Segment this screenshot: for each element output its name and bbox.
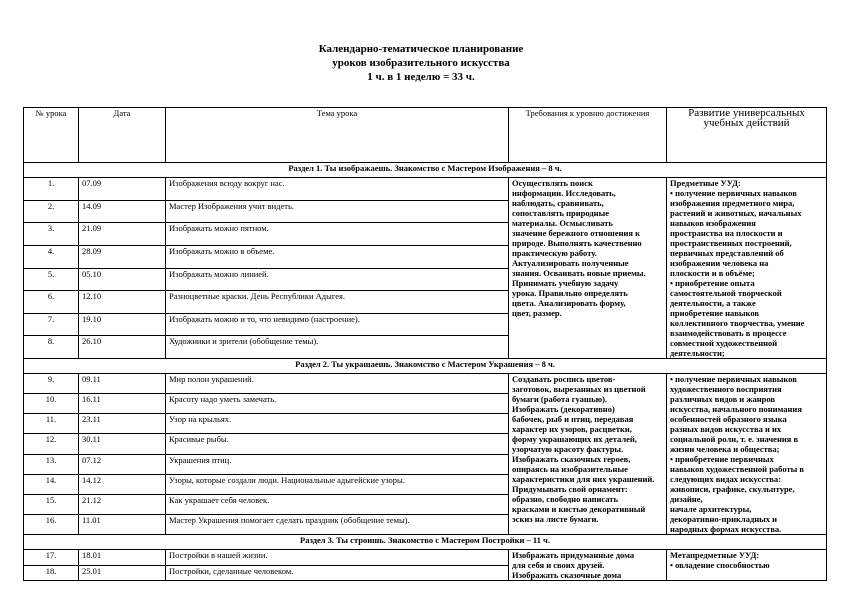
lesson-date: 19.10	[79, 313, 166, 336]
requirements-line: Создавать роспись цветов-	[512, 374, 616, 384]
requirements-line: Изображать сказочные дома	[512, 570, 622, 580]
requirements-cell	[509, 178, 667, 359]
requirements-line: цвета. Анализировать форму,	[512, 298, 626, 308]
lesson-number: 17.	[24, 550, 79, 566]
development-line: навыков художественной работы в	[670, 464, 804, 474]
development-line: • овладение способностью	[670, 560, 770, 570]
development-line: следующих видах искусства:	[670, 474, 781, 484]
requirements-line: Придумывать свой орнамент:	[512, 484, 628, 494]
lesson-number: 18.	[24, 565, 79, 581]
lesson-date: 14.12	[79, 474, 166, 494]
section-title: Раздел 2. Ты украшаешь. Знакомство с Мастером Украшения – 8 ч.	[24, 359, 827, 374]
requirements-line: характеристики для них украшений.	[512, 474, 655, 484]
lesson-number: 11.	[24, 414, 79, 434]
development-line: Предметные УУД:	[670, 178, 741, 188]
doc-title-line1: Календарно-тематическое планирование	[318, 43, 524, 55]
lesson-date: 23.11	[79, 414, 166, 434]
lesson-date: 25.01	[79, 565, 166, 581]
lesson-date: 05.10	[79, 268, 166, 291]
development-line: социальной роли, т. е. значения в	[670, 434, 799, 444]
section-title: Раздел 1. Ты изображаешь. Знакомство с Мастером Изображения – 8 ч.	[24, 163, 827, 178]
development-line: первичных представлений об	[670, 248, 784, 258]
header-topic: Тема урока	[166, 108, 509, 163]
requirements-line: Осуществлять поиск	[512, 178, 593, 188]
lesson-number: 5.	[24, 268, 79, 291]
doc-title-line2: уроков изобразительного искусства	[332, 57, 510, 69]
development-line: различных видов и жанров	[670, 394, 775, 404]
requirements-cell	[509, 374, 667, 535]
lesson-date: 28.09	[79, 245, 166, 268]
requirements-line: Актуализировать полученные	[512, 258, 629, 268]
development-line: навыков изображения	[670, 218, 756, 228]
development-line: • приобретение первичных	[670, 454, 774, 464]
lesson-topic: Узоры, которые создали люди. Национальные адыгейские узоры.	[166, 474, 509, 494]
header-num: № урока	[24, 108, 79, 163]
development-line: растений и животных, начальных	[670, 208, 802, 218]
lesson-date: 21.09	[79, 223, 166, 246]
lesson-number: 12.	[24, 434, 79, 454]
development-line: • получение первичных навыков	[670, 188, 797, 198]
requirements-line: бумаги (работа гуашью).	[512, 394, 608, 404]
development-line: Метапредметные УУД:	[670, 550, 760, 560]
development-line: пространственных построений,	[670, 238, 792, 248]
lesson-number: 14.	[24, 474, 79, 494]
development-line: начале архитектуры,	[670, 504, 752, 514]
lesson-number: 6.	[24, 291, 79, 314]
lesson-topic: Изображать можно и то, что невидимо (настроение).	[166, 313, 509, 336]
development-line: пространства на плоскости и	[670, 228, 783, 238]
lesson-topic: Украшения птиц.	[166, 454, 509, 474]
requirements-line: Изображать придуманные дома	[512, 550, 635, 560]
development-line: живописи, графике, скульптуре,	[670, 484, 795, 494]
development-cell	[667, 178, 827, 359]
development-line: искусства, начального понимания	[670, 404, 802, 414]
requirements-line: практическую работу.	[512, 248, 597, 258]
requirements-line: знания. Осваивать новые приемы.	[512, 268, 646, 278]
development-line: изображения предметного мира,	[670, 198, 795, 208]
lesson-date: 07.09	[79, 178, 166, 201]
lesson-number: 9.	[24, 374, 79, 394]
lesson-number: 4.	[24, 245, 79, 268]
lesson-number: 16.	[24, 514, 79, 534]
header-date: Дата	[79, 108, 166, 163]
lesson-date: 30.11	[79, 434, 166, 454]
lesson-date: 18.01	[79, 550, 166, 566]
lesson-topic: Мастер Украшения помогает сделать праздник (обобщение темы).	[166, 514, 509, 534]
lesson-date: 14.09	[79, 200, 166, 223]
lesson-date: 16.11	[79, 394, 166, 414]
lesson-number: 15.	[24, 494, 79, 514]
requirements-line: эскиз на листе бумаги.	[512, 514, 599, 524]
lesson-topic: Изображать можно пятном.	[166, 223, 509, 246]
lesson-topic: Постройки, сделанные человеком.	[166, 565, 509, 581]
requirements-line: урока. Правильно определять	[512, 288, 628, 298]
requirements-line: природе. Выполнять качественно	[512, 238, 642, 248]
requirements-line: значение бережного отношения к	[512, 228, 641, 238]
header-requirements: Требования к уровню достижения	[509, 108, 667, 163]
lesson-topic: Изображать можно линией.	[166, 268, 509, 291]
development-cell	[667, 374, 827, 535]
table-row	[24, 550, 827, 566]
lesson-topic: Разноцветные краски. День Республики Адыгея.	[166, 291, 509, 314]
section-row	[24, 163, 827, 178]
requirements-line: материалы. Осмысливать	[512, 218, 613, 228]
requirements-line: узорчатую красоту фактуры.	[512, 444, 624, 454]
development-line: коллективного творчества, умение	[670, 318, 805, 328]
lesson-number: 13.	[24, 454, 79, 474]
lesson-number: 2.	[24, 200, 79, 223]
development-line: жизни человека и общества;	[670, 444, 780, 454]
requirements-line: Принимать учебную задачу	[512, 278, 619, 288]
development-line: художественного восприятия	[670, 384, 782, 394]
section-row	[24, 359, 827, 374]
lesson-topic: Мастер Изображения учит видеть.	[166, 200, 509, 223]
requirements-line: образно, свободно написать	[512, 494, 618, 504]
requirements-line: сопоставлять природные	[512, 208, 609, 218]
development-cell	[667, 550, 827, 581]
requirements-line: наблюдать, сравнивать,	[512, 198, 604, 208]
development-line: приобретение навыков	[670, 308, 759, 318]
development-line: деятельности;	[670, 348, 725, 358]
lesson-date: 09.11	[79, 374, 166, 394]
development-line: разных видов искусства и их	[670, 424, 782, 434]
development-line: взаимодействовать в процессе	[670, 328, 787, 338]
requirements-line: красками и кистью декоративный	[512, 504, 646, 514]
lesson-number: 3.	[24, 223, 79, 246]
lesson-topic: Изображения всюду вокруг нас.	[166, 178, 509, 201]
development-line: самостоятельной творческой	[670, 288, 782, 298]
lesson-topic: Постройки в нашей жизни.	[166, 550, 509, 566]
requirements-line: опираясь на изобразительные	[512, 464, 628, 474]
requirements-line: для себя и своих друзей.	[512, 560, 605, 570]
requirements-line: информации. Исследовать,	[512, 188, 616, 198]
lesson-date: 26.10	[79, 336, 166, 359]
lesson-date: 12.10	[79, 291, 166, 314]
doc-title-line3: 1 ч. в 1 неделю = 33 ч.	[367, 71, 475, 83]
lesson-topic: Мир полон украшений.	[166, 374, 509, 394]
development-line: деятельности, а также	[670, 298, 756, 308]
section-row	[24, 535, 827, 550]
lesson-number: 10.	[24, 394, 79, 414]
development-line: особенностей образного языка	[670, 414, 787, 424]
header-row	[24, 108, 827, 163]
requirements-line: бабочек, рыб и птиц, передавая	[512, 414, 634, 424]
requirements-cell	[509, 550, 667, 581]
lesson-number: 8.	[24, 336, 79, 359]
section-title: Раздел 3. Ты строишь. Знакомство с Мастером Постройки – 11 ч.	[24, 535, 827, 550]
lesson-topic: Красоту надо уметь замечать.	[166, 394, 509, 414]
lesson-topic: Узор на крыльях.	[166, 414, 509, 434]
lesson-date: 11.01	[79, 514, 166, 534]
development-line: плоскости и в объёме;	[670, 268, 755, 278]
requirements-line: Изображать (декоративно)	[512, 404, 615, 414]
requirements-line: цвет, размер.	[512, 308, 562, 318]
lesson-date: 07.12	[79, 454, 166, 474]
development-line: дизайне,	[670, 494, 703, 504]
table-row	[24, 178, 827, 201]
development-line: декоративно-прикладных и	[670, 514, 778, 524]
development-line: изображении человека на	[670, 258, 769, 268]
requirements-line: заготовок, вырезанных из цветной	[512, 384, 646, 394]
requirements-line: характер их узоров, расцветки,	[512, 424, 632, 434]
table-row	[24, 374, 827, 394]
lesson-topic: Красивые рыбы.	[166, 434, 509, 454]
development-line: • получение первичных навыков	[670, 374, 797, 384]
lesson-topic: Художники и зрители (обобщение темы).	[166, 336, 509, 359]
development-line: народных формах искусства.	[670, 524, 782, 534]
lesson-topic: Как украшает себя человек.	[166, 494, 509, 514]
requirements-line: форму украшающих их деталей,	[512, 434, 637, 444]
development-line: • приобретение опыта	[670, 278, 755, 288]
lesson-number: 1.	[24, 178, 79, 201]
requirements-line: Изображать сказочных героев,	[512, 454, 631, 464]
header-development: Развитие универсальных учебных действий	[667, 108, 827, 163]
development-line: совместной художественной	[670, 338, 778, 348]
lesson-number: 7.	[24, 313, 79, 336]
lesson-date: 21.12	[79, 494, 166, 514]
lesson-topic: Изображать можно в объеме.	[166, 245, 509, 268]
plan-table	[23, 107, 827, 581]
